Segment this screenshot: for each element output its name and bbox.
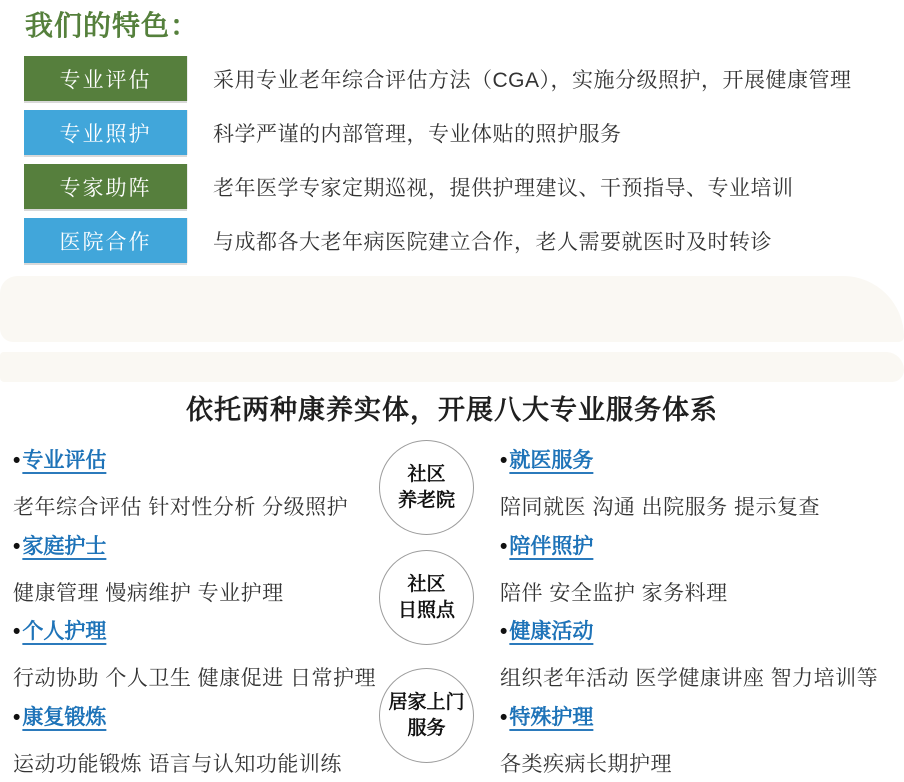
bullet-icon: • [500,620,508,643]
service-description: 陪伴 安全监护 家务料理 [500,582,728,605]
bullet-icon: • [500,535,508,558]
service-description: 健康管理 慢病维护 专业护理 [13,582,284,605]
service-heading [13,530,284,560]
entity-label-line2: 服务 [407,717,446,739]
feature-row [24,164,852,209]
service-link-companion-care[interactable]: 陪伴照护 [509,535,594,558]
feature-description: 科学严谨的内部管理，专业体贴的照护服务 [213,122,622,146]
service-link-special-nursing[interactable]: 特殊护理 [509,706,594,729]
feature-row [24,218,852,263]
service-heading [13,615,376,645]
entity-label-line1: 社区 [407,573,446,595]
service-heading [13,701,342,731]
bullet-icon: • [500,706,508,729]
bullet-icon: • [13,620,21,643]
service-description: 陪同就医 沟通 出院服务 提示复查 [500,496,821,519]
feature-list [24,56,852,272]
bullet-icon: • [500,449,508,472]
service-item-medical-escort [500,444,820,521]
service-item-companion-care [500,530,728,607]
service-item-personal-care [13,615,376,692]
service-item-health-activities [500,615,878,692]
bullet-icon: • [13,449,21,472]
feature-row [24,56,852,101]
service-link-rehab[interactable]: 康复锻炼 [22,706,107,729]
service-description: 行动协助 个人卫生 健康促进 日常护理 [13,667,377,690]
service-heading [13,444,348,474]
service-heading [500,444,820,474]
service-item-assessment [13,444,348,521]
feature-tag-care: 专业照护 [24,110,187,155]
feature-description: 与成都各大老年病医院建立合作，老人需要就医时及时转诊 [213,230,772,254]
service-item-special-nursing [500,701,672,778]
service-item-rehab [13,701,342,778]
entity-label-line2: 养老院 [397,489,455,511]
service-heading [500,701,672,731]
background-wave [0,276,904,342]
service-link-health-activities[interactable]: 健康活动 [509,620,594,643]
entity-label-line1: 居家上门 [388,691,465,713]
service-description: 各类疾病长期护理 [500,753,672,776]
feature-description: 采用专业老年综合评估方法（CGA），实施分级照护，开展健康管理 [213,68,852,92]
feature-tag-assessment: 专业评估 [24,56,187,101]
entity-circle-community-daycare [379,550,474,645]
service-description: 运动功能锻炼 语言与认知功能训练 [13,753,342,776]
service-link-medical-escort[interactable]: 就医服务 [509,449,594,472]
service-description: 组织老年活动 医学健康讲座 智力培训等 [500,667,879,690]
entity-circle-home-visit-service [379,668,474,763]
feature-tag-hospital: 医院合作 [24,218,187,263]
background-wave [0,352,904,382]
service-heading [500,615,878,645]
entity-circle-community-nursing-home [379,440,474,535]
features-section-title: 我们的特色： [25,10,200,41]
services-section-title: 依托两种康养实体，开展八大专业服务体系 [186,395,718,425]
service-heading [500,530,728,560]
feature-tag-experts: 专家助阵 [24,164,187,209]
service-link-personal-care[interactable]: 个人护理 [22,620,107,643]
entity-label-line2: 日照点 [397,599,455,621]
bullet-icon: • [13,535,21,558]
service-link-assessment[interactable]: 专业评估 [22,449,107,472]
entity-label-line1: 社区 [407,463,446,485]
service-item-home-nurse [13,530,284,607]
bullet-icon: • [13,706,21,729]
service-link-home-nurse[interactable]: 家庭护士 [22,535,107,558]
service-description: 老年综合评估 针对性分析 分级照护 [13,496,349,519]
feature-description: 老年医学专家定期巡视，提供护理建议、干预指导、专业培训 [213,176,794,200]
feature-row [24,110,852,155]
